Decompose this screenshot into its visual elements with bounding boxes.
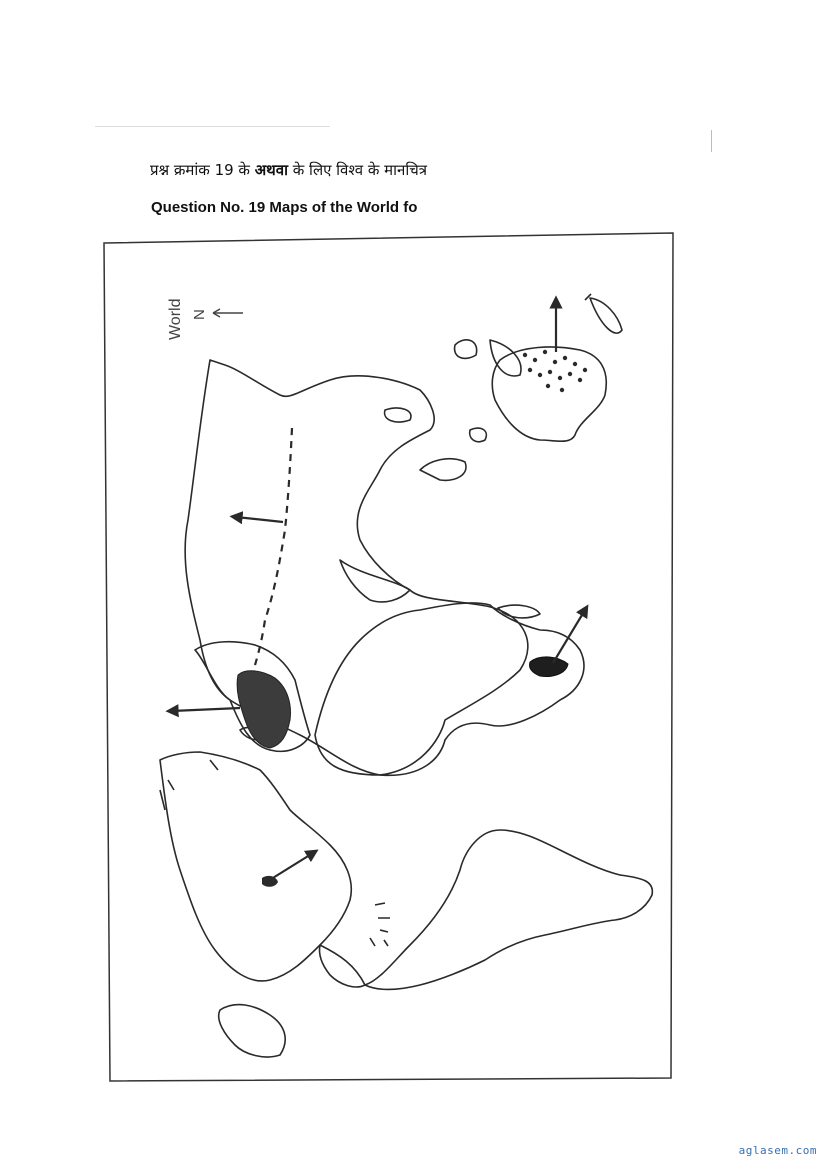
landmass-india: [340, 560, 410, 602]
title-hindi-bold: अथवा: [254, 161, 288, 179]
dotted-region-australia: [523, 350, 587, 392]
title-hindi-prefix: प्रश्न क्रमांक 19 के: [150, 161, 255, 179]
landmass-australia: [492, 347, 606, 441]
question-title-english: Question No. 19 Maps of the World fo: [151, 199, 418, 216]
landmass-africa: [315, 603, 584, 775]
arrow-africa-icon: [553, 610, 585, 663]
world-label: World: [167, 298, 184, 340]
landmass-south-america: [365, 830, 652, 990]
shaded-region-africa: [529, 657, 568, 677]
arrow-america-icon: [268, 853, 313, 881]
landmass-eurasia: [185, 360, 528, 775]
landmass-greenland: [219, 1005, 286, 1057]
arrow-europe-icon: [172, 708, 240, 711]
landmass-japan: [420, 459, 466, 481]
north-arrow-icon: [213, 309, 243, 317]
map-border: [104, 233, 673, 1081]
arrow-asia-icon: [236, 517, 283, 522]
landmass-new-zealand: [590, 298, 622, 333]
landmass-central-america: [319, 945, 365, 987]
watermark: aglasem.com: [738, 1144, 817, 1157]
title-hindi-suffix: के लिए विश्व के मानचित्र: [288, 161, 428, 179]
dashed-route-line: [255, 428, 292, 665]
north-label: N: [191, 309, 208, 320]
